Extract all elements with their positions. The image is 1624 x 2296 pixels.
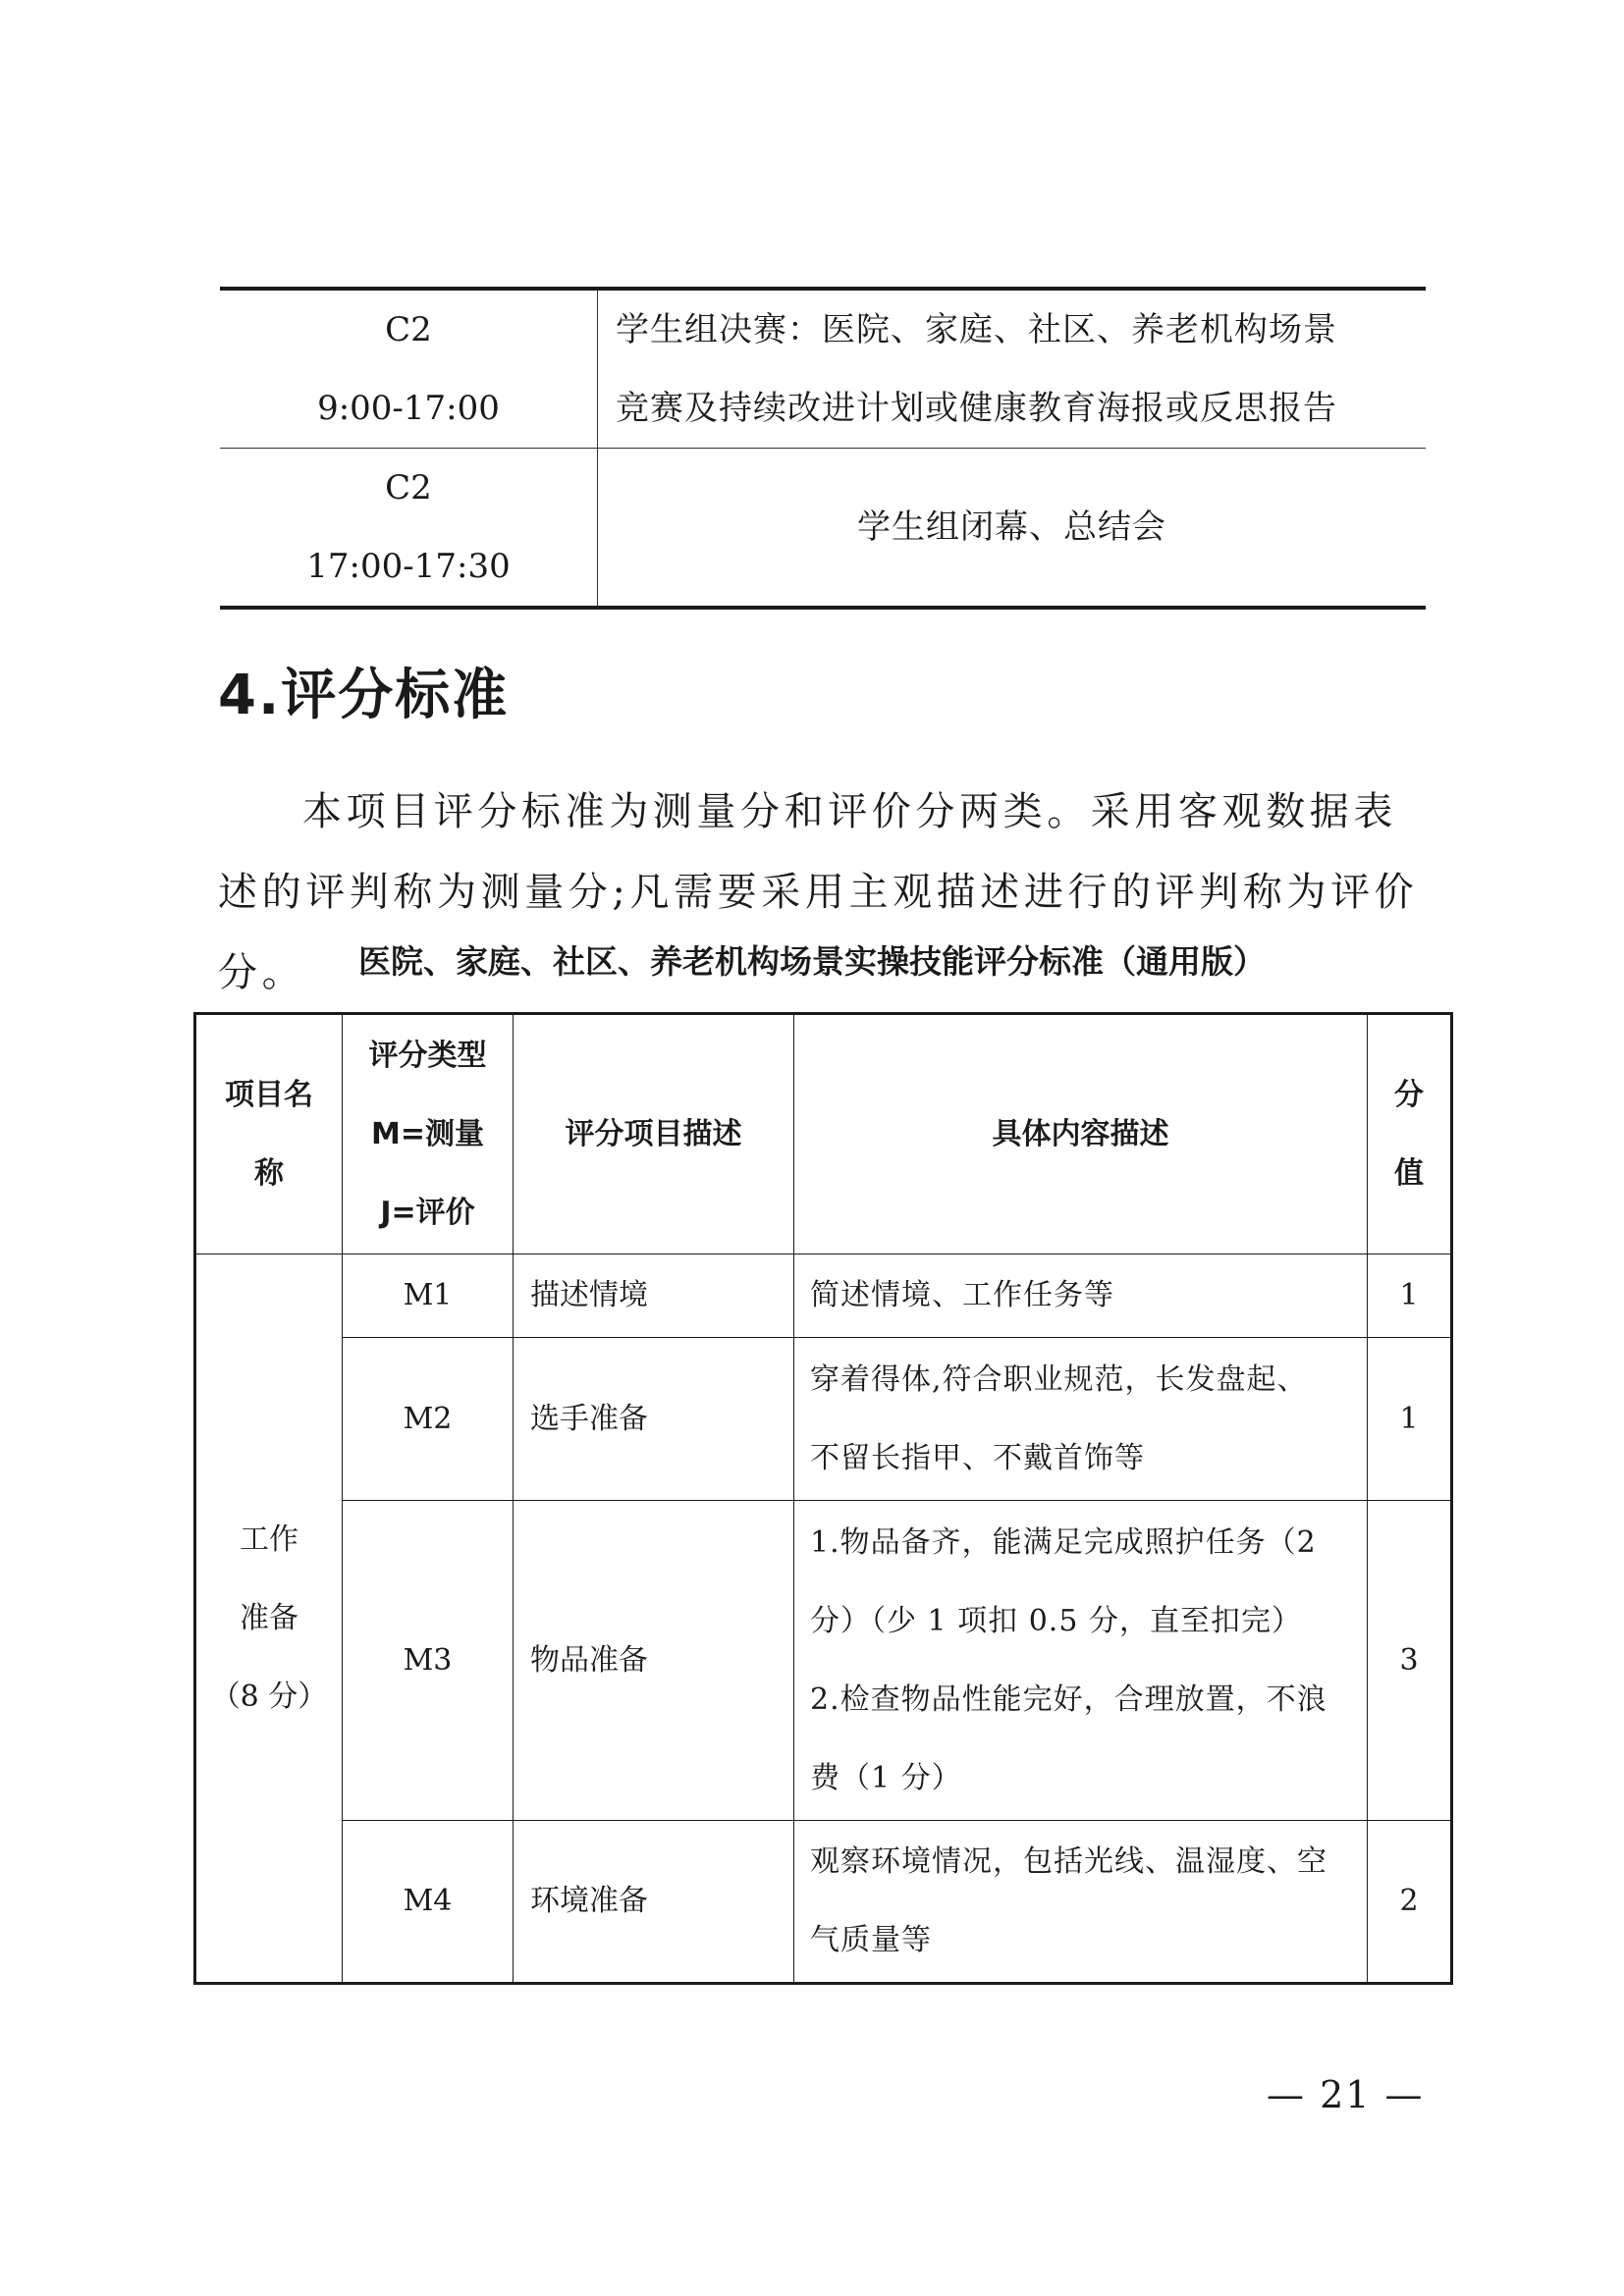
page-number: — 21 — [1267, 2073, 1425, 2116]
content-cell: 简述情境、工作任务等 [794, 1255, 1368, 1338]
category-text: 准备 [240, 1600, 298, 1635]
content-cell [794, 1338, 1368, 1501]
type-cell: M4 [343, 1821, 514, 1984]
table-header-row [195, 1014, 1452, 1255]
category-text: （8 分） [210, 1679, 328, 1714]
item-cell: 环境准备 [514, 1821, 794, 1984]
section-paragraph: 本项目评分标准为测量分和评价分两类。采用客观数据表述的评判称为测量分;凡需要采用主观描述进行的评判称为评价分。 [218, 789, 1419, 995]
schedule-code: C2 [385, 310, 432, 349]
content-line: 费（1 分） [810, 1760, 962, 1795]
category-cell [195, 1255, 343, 1984]
schedule-row [220, 289, 1426, 449]
type-cell: M2 [343, 1338, 514, 1501]
header-text: 分 [1394, 1077, 1424, 1112]
header-score [1368, 1014, 1452, 1255]
content-line: 气质量等 [810, 1923, 932, 1957]
schedule-desc-line: 竞赛及持续改进计划或健康教育海报或反思报告 [616, 389, 1337, 428]
score-cell: 1 [1368, 1255, 1452, 1338]
schedule-time-cell [220, 289, 598, 449]
type-cell: M1 [343, 1255, 514, 1338]
header-text: 称 [254, 1155, 284, 1191]
score-cell: 3 [1368, 1501, 1452, 1821]
schedule-time: 17:00-17:30 [306, 547, 511, 586]
schedule-code: C2 [385, 468, 432, 507]
schedule-desc-line: 学生组决赛：医院、家庭、社区、养老机构场景 [616, 310, 1337, 349]
item-cell: 描述情境 [514, 1255, 794, 1338]
schedule-desc-line: 学生组闭幕、总结会 [857, 507, 1166, 547]
section-heading: 4.评分标准 [218, 664, 510, 727]
category-text: 工作 [240, 1522, 298, 1557]
content-line: 2.检查物品性能完好，合理放置，不浪 [810, 1682, 1327, 1717]
table-row [195, 1255, 1452, 1338]
table-caption: 医院、家庭、社区、养老机构场景实操技能评分标准（通用版） [358, 942, 1266, 981]
score-cell: 2 [1368, 1821, 1452, 1984]
header-text: M=测量 [371, 1116, 484, 1151]
schedule-time: 9:00-17:00 [317, 389, 500, 428]
table-row [195, 1821, 1452, 1984]
score-cell: 1 [1368, 1338, 1452, 1501]
table-row [195, 1338, 1452, 1501]
schedule-table [220, 287, 1426, 610]
schedule-desc-cell [598, 449, 1427, 609]
header-text: 评分类型 [368, 1038, 487, 1073]
content-cell [794, 1501, 1368, 1821]
header-type [343, 1014, 514, 1255]
type-cell: M3 [343, 1501, 514, 1821]
content-line: 穿着得体,符合职业规范，长发盘起、 [810, 1362, 1308, 1397]
content-line: 1.物品备齐，能满足完成照护任务（2 [810, 1524, 1317, 1560]
schedule-row [220, 449, 1426, 609]
table-row [195, 1501, 1452, 1821]
content-line: 不留长指甲、不戴首饰等 [810, 1440, 1145, 1475]
header-text: 项目名 [225, 1077, 313, 1112]
scoring-table [193, 1012, 1453, 1985]
header-text: 值 [1394, 1155, 1424, 1191]
header-item: 评分项目描述 [514, 1014, 794, 1255]
content-line: 分）（少 1 项扣 0.5 分，直至扣完） [810, 1603, 1302, 1638]
header-text: J=评价 [380, 1195, 475, 1230]
content-line: 观察环境情况，包括光线、温湿度、空 [810, 1844, 1327, 1879]
item-cell: 物品准备 [514, 1501, 794, 1821]
header-project [195, 1014, 343, 1255]
schedule-desc-cell [598, 289, 1427, 449]
header-content: 具体内容描述 [794, 1014, 1368, 1255]
content-cell [794, 1821, 1368, 1984]
item-cell: 选手准备 [514, 1338, 794, 1501]
schedule-time-cell [220, 449, 598, 609]
